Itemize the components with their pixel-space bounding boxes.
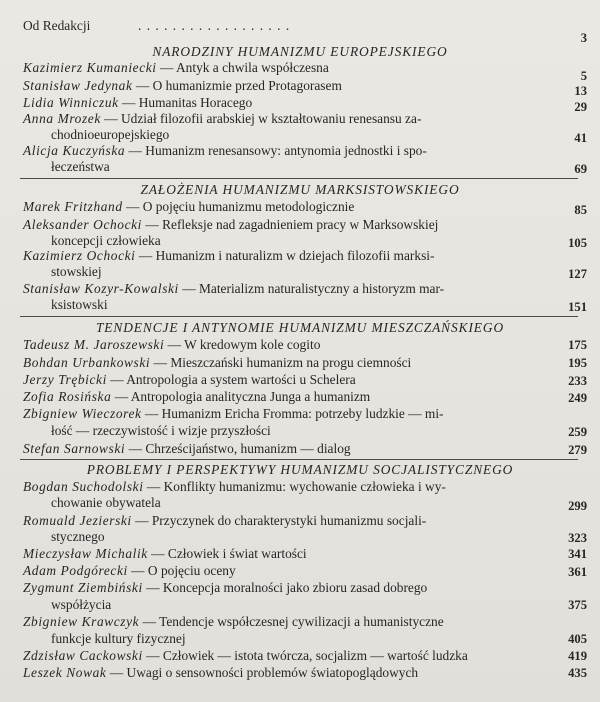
table-of-contents-page: Od Redakcji . . . . . . . . . . . . . . . . . . 3 NARODZINY HUMANIZMU EUROPEJSKIEGO Kazimierz Kumaniecki — Antyk a chwila współczesna 5 Stanisław Jedynak — O humanizmie przed Protagorasem 13 Lidia Winniczuk — Humanitas Horacego 29 Anna Mrozek — Udział filozofii arabskiej w kształtowaniu renesansu za- chodnioeuropejskiego 41 Alicja Kuczyńska — Humanizm renesansowy: antynomia jednostki i spo- łeczeństwa 69 ZAŁOŻENIA HUMANIZMU MARKSISTOWSKIEGO Marek Fritzhand — O pojęciu humanizmu metodologicznie 85 Aleksander Ochocki — Refleksje nad zagadnieniem pracy w Marksowskiej koncepcji człowieka 105 Kazimierz Ochocki — Humanizm i naturalizm w dziejach filozofii marksi- stowskiej 127 Stanisław Kozyr-Kowalski — Materializm naturalistyczny a historyzm mar- ksistowski 151 TENDENCJE I ANTYNOMIE HUMANIZMU MIESZCZAŃSKIEGO Tadeusz M. Jaroszewski — W kredowym kole cogito 175 Bohdan Urbankowski — Mieszczański humanizm na progu ciemności 195 Jerzy Trębicki — Antropologia a system wartości u Schelera 233 Zofia Rosińska — Antropologia analityczna Junga a humanizm 249 Zbigniew Wieczorek — Humanizm Ericha Fromma: potrzeby ludzkie — mi- łość — rzeczywistość i wizje przyszłości 259 Stefan Sarnowski — Chrześcijaństwo, humanizm — dialog 279 PROBLEMY I PERSPEKTYWY HUMANIZMU SOCJALISTYCZNEGO Bogdan Suchodolski — Konflikty humanizmu: wychowanie człowieka i wy- chowanie obywatela 299 Romuald Jezierski — Przyczynek do charakterystyki humanizmu socjali- stycznego 323 Mieczysław Michalik — Człowiek i świat wartości 341 Adam Podgórecki — O pojęciu oceny 361 Zygmunt Ziembiński — Koncepcja moralności jako zbioru zasad dobrego współżycia 375 Zbigniew Krawczyk — Tendencje współczesnej cywilizacji a humanistyczne funkcje kultury fizycznej 405 Zdzisław Cackowski — Człowiek — istota twórcza, socjalizm — wartość ludzka 419 Leszek Nowak — Uwagi o sensowności problemów światopoglądowych 435 xyxy=(0,0,600,702)
entry-author: Zdzisław Cackowski xyxy=(23,648,143,663)
entry-author: Kazimierz Kumaniecki xyxy=(23,60,157,75)
entry-author: Stefan Sarnowski xyxy=(23,441,126,456)
entry-title: Refleksje nad zagadnieniem pracy w Marksowskiej xyxy=(162,217,439,232)
page-number: 85 xyxy=(574,203,587,217)
page-number: 13 xyxy=(574,84,587,98)
entry-author: Zbigniew Krawczyk xyxy=(23,614,140,629)
entry-author: Mieczysław Michalik xyxy=(23,546,148,561)
entry-title-continuation: funkcje kultury fizycznej xyxy=(51,631,186,646)
page-number: 105 xyxy=(568,236,587,250)
entry-title: Człowiek i świat wartości xyxy=(167,546,307,561)
entry-title-continuation: łość — rzeczywistość i wizje przyszłości xyxy=(51,423,271,438)
section-title: TENDENCJE I ANTYNOMIE HUMANIZMU MIESZCZAŃSKIEGO xyxy=(95,320,505,335)
entry-title-continuation: stycznego xyxy=(51,529,105,544)
entry-author: Romuald Jezierski xyxy=(23,513,132,528)
page-number: 175 xyxy=(568,338,587,352)
entry-title: Udział filozofii arabskiej w kształtowaniu renesansu za- xyxy=(120,111,422,126)
page-number: 195 xyxy=(568,356,587,370)
entry-title: Uwagi o sensowności problemów światopoglądowych xyxy=(126,665,419,680)
entry-title: Koncepcja moralności jako zbioru zasad dobrego xyxy=(162,580,428,595)
entry-title-continuation: stowskiej xyxy=(51,264,102,279)
section-title: NARODZINY HUMANIZMU EUROPEJSKIEGO xyxy=(152,44,448,59)
entry-title: Przyczynek do charakterystyki humanizmu socjali- xyxy=(151,513,427,528)
page-number: 341 xyxy=(568,547,587,561)
entry-author: Stanisław Jedynak xyxy=(23,78,133,93)
page-number: 323 xyxy=(568,531,587,545)
page-number: 405 xyxy=(568,632,587,646)
entry-title-continuation: współżycia xyxy=(51,597,112,612)
page-number: 419 xyxy=(568,649,587,663)
entry-title: Konflikty humanizmu: wychowanie człowieka i wy- xyxy=(163,479,446,494)
page-number: 435 xyxy=(568,666,587,680)
page-number: 233 xyxy=(568,374,587,388)
entry-title: Człowiek — istota twórcza, socjalizm — wartość ludzka xyxy=(162,648,468,663)
entry-author: Marek Fritzhand xyxy=(23,199,123,214)
entry-author: Alicja Kuczyńska xyxy=(23,143,126,158)
page-number: 259 xyxy=(568,425,587,439)
entry-title: Chrześcijaństwo, humanizm — dialog xyxy=(145,441,351,456)
entry-title: Mieszczański humanizm na progu ciemności xyxy=(170,355,412,370)
section-divider xyxy=(20,459,578,460)
page-number: 41 xyxy=(574,131,587,145)
entry-title-continuation: chowanie obywatela xyxy=(51,495,161,510)
page-number: 299 xyxy=(568,499,587,513)
entry-author: Adam Podgórecki xyxy=(23,563,128,578)
entry-title-continuation: koncepcji człowieka xyxy=(51,233,161,248)
entry-author: Zbigniew Wieczorek xyxy=(23,406,142,421)
page-number: 3 xyxy=(580,31,587,45)
entry-title: O humanizmie przed Protagorasem xyxy=(152,78,342,93)
entry-title-continuation: chodnioeuropejskiego xyxy=(51,127,170,142)
entry-title: Materializm naturalistyczny a historyzm mar- xyxy=(198,281,445,296)
entry-title: Tendencje współczesnej cywilizacji a humanistyczne xyxy=(159,614,444,629)
page-number: 361 xyxy=(568,565,587,579)
entry-title: W kredowym kole cogito xyxy=(184,337,321,352)
section-title: ZAŁOŻENIA HUMANIZMU MARKSISTOWSKIEGO xyxy=(140,182,460,197)
entry-title: Humanizm i naturalizm w dziejach filozofii marksi- xyxy=(155,248,435,263)
section-title: PROBLEMY I PERSPEKTYWY HUMANIZMU SOCJALISTYCZNEGO xyxy=(86,462,514,477)
page-number: 375 xyxy=(568,598,587,612)
entry-title: O pojęciu oceny xyxy=(147,563,236,578)
entry-author: Zofia Rosińska xyxy=(23,389,112,404)
entry-title: Humanitas Horacego xyxy=(138,95,253,110)
entry-author: Bogdan Suchodolski xyxy=(23,479,144,494)
page-number: 29 xyxy=(574,100,587,114)
entry-title: O pojęciu humanizmu metodologicznie xyxy=(142,199,355,214)
entry-author: Kazimierz Ochocki xyxy=(23,248,136,263)
entry-title: Antropologia analityczna Junga a humanizm xyxy=(130,389,371,404)
entry-author: Bohdan Urbankowski xyxy=(23,355,151,370)
entry-title-continuation: łeczeństwa xyxy=(51,159,110,174)
entry-title: Antropologia a system wartości u Schelera xyxy=(126,372,356,387)
page-number: 69 xyxy=(574,162,587,176)
page-number: 279 xyxy=(568,443,587,457)
page-number: 5 xyxy=(580,69,587,83)
section-divider xyxy=(20,316,578,317)
entry-author: Aleksander Ochocki xyxy=(23,217,142,232)
entry-title-continuation: ksistowski xyxy=(51,297,108,312)
page-number: 127 xyxy=(568,267,587,281)
entry-author: Jerzy Trębicki xyxy=(23,372,107,387)
section-divider xyxy=(20,178,578,179)
intro-label: Od Redakcji xyxy=(23,18,91,33)
entry-title: Humanizm Ericha Fromma: potrzeby ludzkie — mi- xyxy=(161,406,444,421)
page-number: 249 xyxy=(568,391,587,405)
entry-author: Anna Mrozek xyxy=(23,111,101,126)
entry-title: Humanizm renesansowy: antynomia jednostki i spo- xyxy=(145,143,427,158)
entry-author: Stanisław Kozyr-Kowalski xyxy=(23,281,179,296)
entry-author: Zygmunt Ziembiński xyxy=(23,580,143,595)
intro-leader-dots: . . . . . . . . . . . . . . . . . . xyxy=(138,18,291,33)
page-number: 151 xyxy=(568,300,587,314)
entry-author: Lidia Winniczuk xyxy=(23,95,119,110)
entry-title: Antyk a chwila współczesna xyxy=(175,60,329,75)
entry-author: Tadeusz M. Jaroszewski xyxy=(23,337,165,352)
entry-author: Leszek Nowak xyxy=(23,665,107,680)
